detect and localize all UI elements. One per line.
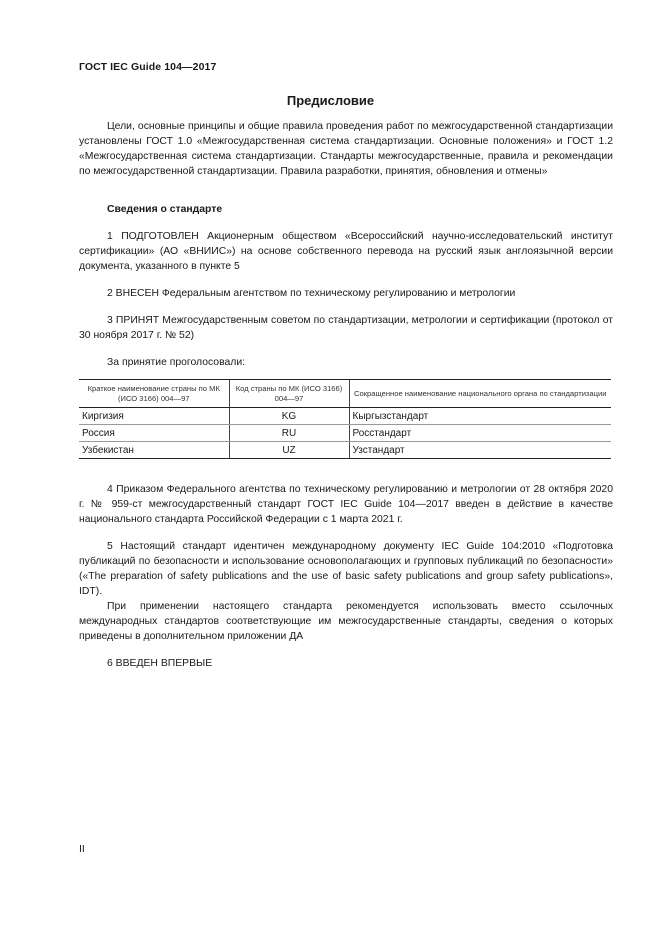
header-code: Код страны по МК (ИСО 3166) 004—97 [229, 380, 349, 408]
cell-country: Киргизия [79, 408, 229, 425]
section-heading: Сведения о стандарте [107, 204, 223, 215]
table-header-row [79, 380, 611, 408]
cell-body: Кыргызстандарт [349, 408, 611, 425]
page-number: II [79, 843, 85, 855]
item-2-paragraph: 2 ВНЕСЕН Федеральным агентством по техническому регулированию и метрологии [107, 288, 516, 299]
intro-paragraph: Цели, основные принципы и общие правила проведения работ по межгосударственной стандартизации установлены ГОСТ 1.0 «Межгосударственная система стандартизации. Основные положения» и ГОСТ 1.2 «Межгосударственная система стандартизации. Стандарты межгосударственные, правила и рекомендации по межгосударственной стандартизации. Правила разработки, принятия, обновления и отмены» [79, 121, 613, 177]
document-id: ГОСТ IEC Guide 104—2017 [79, 61, 217, 73]
cell-code: KG [229, 408, 349, 425]
cell-country: Узбекистан [79, 442, 229, 459]
item-4-paragraph: 4 Приказом Федерального агентства по техническому регулированию и метрологии от 28 октября 2020 г. № 959-ст межгосударственный стандарт ГОСТ IEC Guide 104—2017 введен в действие в качестве национального стандарта Российской Федерации с 1 марта 2021 г. [79, 484, 613, 525]
document-body [79, 119, 613, 671]
voting-table [79, 379, 611, 459]
table-row [79, 408, 611, 425]
item-5-note-paragraph: При применении настоящего стандарта рекомендуется использовать вместо ссылочных международных стандартов соответствующие им межгосударственные стандарты, сведения о которых приведены в дополнительном приложении ДА [79, 601, 613, 642]
cell-body: Росстандарт [349, 425, 611, 442]
header-body: Сокращенное наименование национального органа по стандартизации [349, 380, 611, 408]
table-row [79, 425, 611, 442]
header-country: Краткое наименование страны по МК (ИСО 3166) 004—97 [79, 380, 229, 408]
cell-code: RU [229, 425, 349, 442]
cell-code: UZ [229, 442, 349, 459]
table-row [79, 442, 611, 459]
item-1-paragraph: 1 ПОДГОТОВЛЕН Акционерным обществом «Всероссийский научно-исследовательский институт сертификации» (АО «ВНИИС») на основе собственного перевода на русский язык англоязычной версии документа, указанного в пункте 5 [79, 231, 613, 272]
page-title: Предисловие [286, 93, 375, 108]
cell-country: Россия [79, 425, 229, 442]
item-3-paragraph: 3 ПРИНЯТ Межгосударственным советом по стандартизации, метрологии и сертификации (протокол от 30 ноября 2017 г. № 52) [79, 315, 613, 341]
vote-label: За принятие проголосовали: [107, 357, 246, 368]
item-6-paragraph: 6 ВВЕДЕН ВПЕРВЫЕ [107, 658, 213, 669]
cell-body: Узстандарт [349, 442, 611, 459]
item-5-paragraph: 5 Настоящий стандарт идентичен международному документу IEC Guide 104:2010 «Подготовка публикаций по безопасности и использование основополагающих и групповых публикаций по безопасности» («The preparation of safety publications and the use of basic safety publications and group safety publications», IDT). [79, 541, 613, 597]
